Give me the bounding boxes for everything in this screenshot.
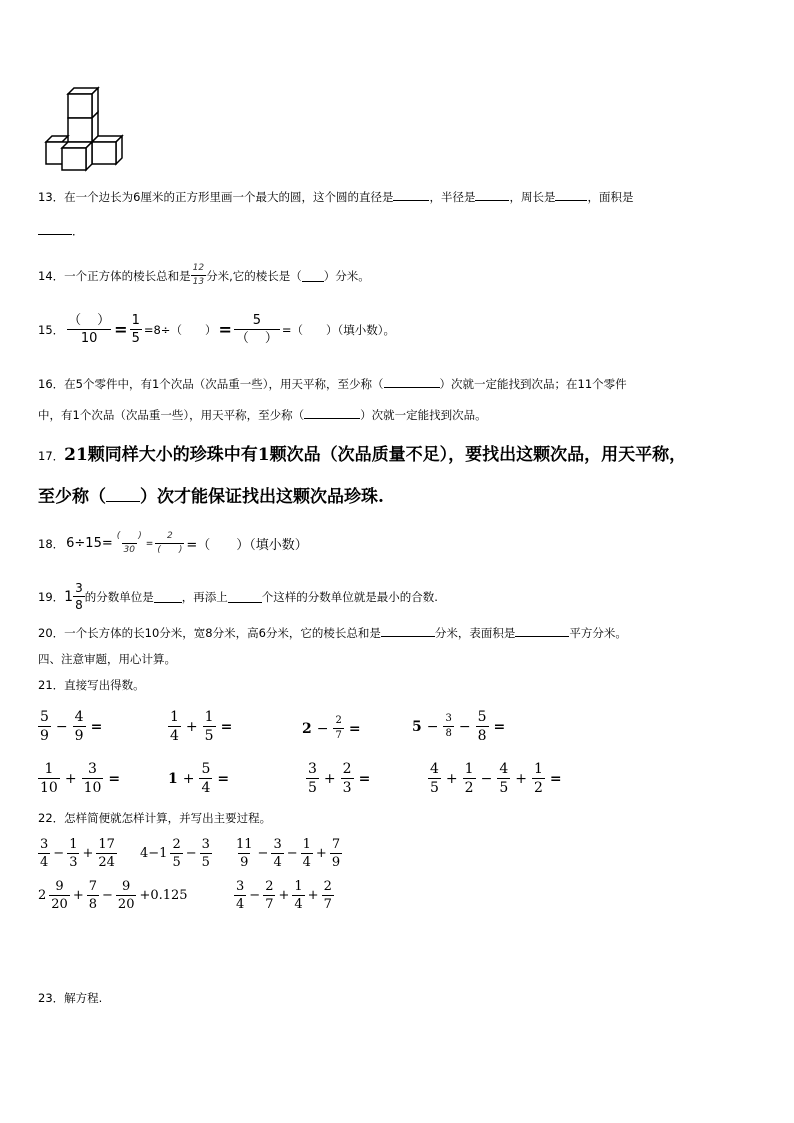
question-number: 16． <box>38 377 65 391</box>
fraction: $\frac{5}{( )}$ <box>235 313 278 346</box>
question-number: 19． <box>38 589 65 604</box>
question-13-cont: ． <box>38 222 84 239</box>
fraction: $\frac{( )}{10}$ <box>68 313 111 346</box>
answer-blank[interactable] <box>475 188 509 201</box>
calc-item: 2 − $\frac{2}{7}$ = <box>302 715 361 741</box>
question-number: 22． <box>38 811 65 825</box>
section-heading: 四、注意审题，用心计算。 <box>38 652 176 666</box>
calc-item: $\frac{1}{4}$ + $\frac{1}{5}$ = <box>170 709 233 744</box>
question-13: 13．在一个边长为6厘米的正方形里画一个最大的圆，这个圆的直径是 ，半径是 ，周长是 ，面积是 <box>38 190 634 204</box>
question-number: 15． <box>38 322 65 337</box>
calc-item: $\frac{4}{5}$ + $\frac{1}{2}$ − $\frac{4}{5}$ + $\frac{1}{2}$ = <box>430 761 562 796</box>
answer-blank[interactable] <box>304 406 360 419</box>
answer-blank[interactable] <box>106 486 140 502</box>
question-number: 13． <box>38 190 65 204</box>
question-20: 20．一个长方体的长10分米，宽8分米，高6分米，它的棱长总和是 分米，表面积是 平方分米。 <box>38 626 627 640</box>
question-19: 19． 1 $\frac{3}{8}$ 的分数单位是 ，再添上 个这样的分数单位就是最小的合数. <box>38 581 438 612</box>
question-22: 22．怎样简便就怎样计算，并写出主要过程。 <box>38 811 272 825</box>
calc-item: 2 $\frac{9}{20}$ + $\frac{7}{8}$ − $\frac{9}{20}$ +0.125 <box>38 879 188 912</box>
calc-item: 5 − $\frac{3}{8}$ − $\frac{5}{8}$ = <box>412 709 506 744</box>
fraction: $\frac{2}{( )}$ <box>157 531 183 555</box>
answer-blank[interactable] <box>515 624 569 637</box>
calc-item: $\frac{3}{5}$ + $\frac{2}{3}$ = <box>308 761 371 796</box>
question-number: 18． <box>38 536 65 551</box>
cube-stack-figure <box>40 84 130 174</box>
question-16-line1: 16．在5个零件中，有1个次品（次品重一些），用天平称，至少称（ ）次就一定能找到次品；在11个零件 <box>38 377 627 391</box>
question-number: 21． <box>38 678 65 692</box>
question-number: 20． <box>38 626 65 640</box>
calc-item: 4−1 $\frac{2}{5}$ − $\frac{3}{5}$ <box>140 837 210 870</box>
question-14: 14． 一个正方体的棱长总和是 $\frac{12}{13}$ 分米,它的棱长是（ ）分米。 <box>38 263 370 287</box>
fraction: $\frac{1}{5}$ <box>131 313 140 346</box>
question-21: 21．直接写出得数。 <box>38 678 145 692</box>
question-number: 14． <box>38 268 65 283</box>
calc-item: $\frac{3}{4}$ − $\frac{2}{7}$ + $\frac{1}{4}$ + $\frac{2}{7}$ <box>236 879 332 912</box>
fraction: $\frac{( )}{30}$ <box>116 531 142 555</box>
calc-item: $\frac{1}{10}$ + $\frac{3}{10}$ = <box>40 761 121 796</box>
fraction: $\frac{3}{8}$ <box>75 581 83 612</box>
question-17-line2: 至少称（ ）次才能保证找出这颗次品珍珠. <box>38 487 384 507</box>
question-18: 18． 6÷15= $\frac{( )}{30}$ = $\frac{2}{( )}$ =（ ）（填小数） <box>38 531 308 555</box>
question-number: 23． <box>38 991 65 1005</box>
fraction: $\frac{12}{13}$ <box>192 263 205 287</box>
answer-blank[interactable] <box>393 188 429 201</box>
question-15: 15． $\frac{( )}{10}$ = $\frac{1}{5}$ =8÷（ ） = $\frac{5}{( )}$ =（ ）（填小数）。 <box>38 313 396 346</box>
answer-blank[interactable] <box>228 590 262 603</box>
calc-item: $\frac{3}{4}$ − $\frac{1}{3}$ + $\frac{17}{24}$ <box>40 837 115 870</box>
answer-blank[interactable] <box>384 375 440 388</box>
question-23: 23．解方程. <box>38 991 103 1005</box>
answer-blank[interactable] <box>302 269 324 282</box>
answer-blank[interactable] <box>381 624 435 637</box>
answer-blank[interactable] <box>38 222 72 235</box>
answer-blank[interactable] <box>555 188 587 201</box>
calc-item: 1 + $\frac{5}{4}$ = <box>168 761 230 796</box>
answer-blank[interactable] <box>154 590 182 603</box>
calc-item: $\frac{11}{9}$ − $\frac{3}{4}$ − $\frac{1}{4}$ + $\frac{7}{9}$ <box>236 837 341 870</box>
question-number: 17． <box>38 449 65 463</box>
question-17-line1: 17．21颗同样大小的珍珠中有1颗次品（次品质量不足），要找出这颗次品，用天平称， <box>38 445 687 465</box>
question-16-line2: 中，有1个次品（次品重一些），用天平称，至少称（ ）次就一定能找到次品。 <box>38 408 487 422</box>
calc-item: $\frac{5}{9}$ − $\frac{4}{9}$ = <box>40 709 103 744</box>
